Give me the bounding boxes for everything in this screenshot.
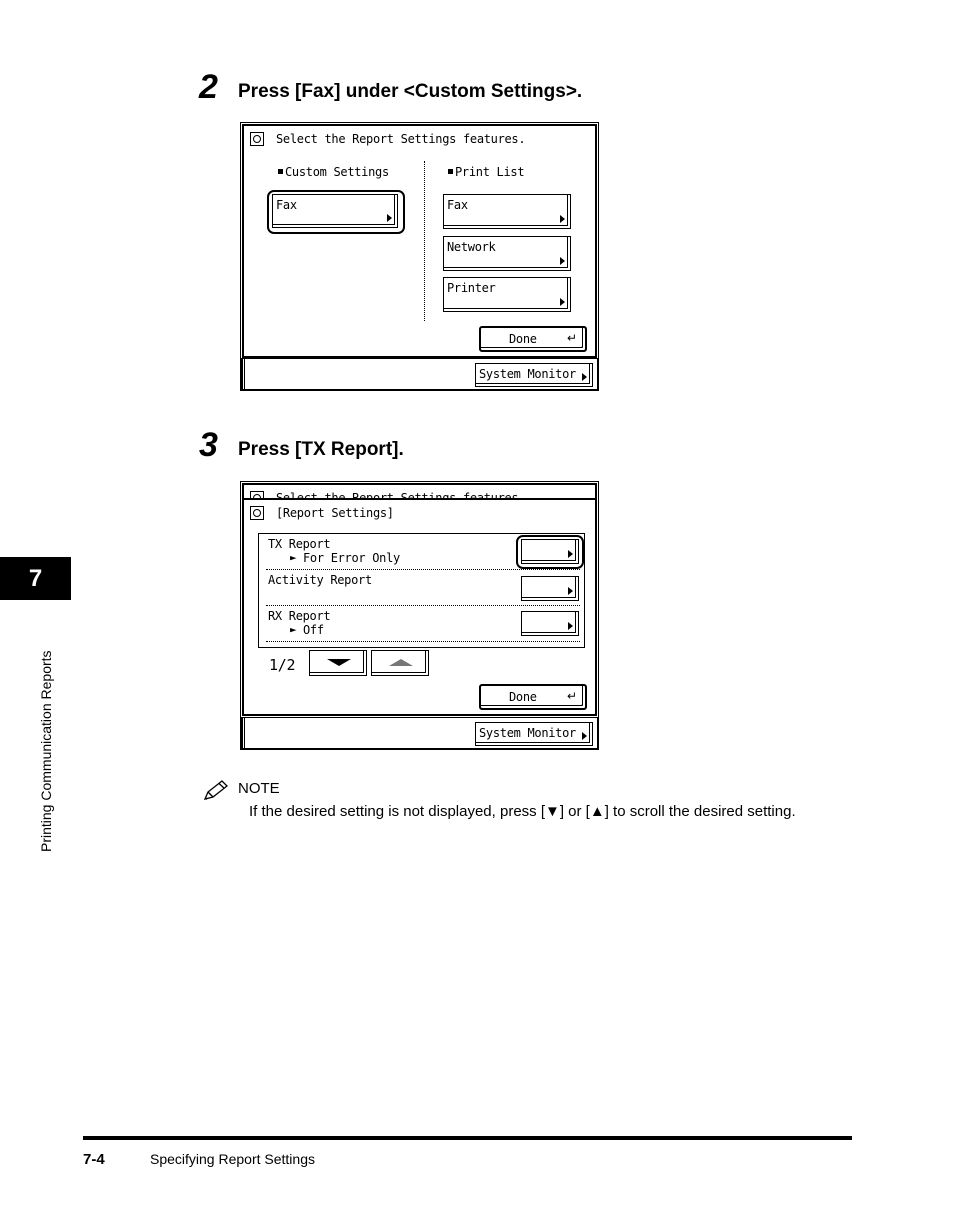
arrow-right-icon: [568, 550, 573, 558]
arrow-right-icon: [560, 298, 565, 306]
system-monitor-button[interactable]: [475, 722, 593, 746]
footer-rule: [83, 1136, 852, 1140]
activity-report-label: Activity Report: [268, 573, 372, 587]
custom-settings-label: Custom Settings: [285, 165, 389, 179]
pencil-icon: [202, 779, 230, 803]
custom-fax-label: Fax: [276, 198, 297, 212]
play-icon: ►: [290, 623, 297, 636]
enter-icon: ↵: [566, 689, 577, 703]
square-bullet-icon: [278, 169, 283, 174]
print-list-network-label: Network: [447, 240, 496, 254]
globe-icon: [250, 132, 264, 146]
step-2-number: 2: [199, 68, 218, 106]
rx-report-value: Off: [303, 623, 324, 637]
chapter-tab: 7: [0, 557, 71, 600]
system-monitor-label: System Monitor: [479, 367, 576, 381]
page-indicator: 1/2: [269, 656, 296, 674]
arrow-right-icon: [387, 214, 392, 222]
step-2-text: Press [Fax] under <Custom Settings>.: [238, 81, 583, 102]
print-list-fax-button[interactable]: [443, 194, 571, 229]
screen-header: [Report Settings]: [276, 506, 394, 520]
page-number: 7-4: [83, 1151, 105, 1168]
status-bar-edge: [242, 718, 245, 748]
status-bar: [241, 358, 598, 390]
tx-report-button[interactable]: [521, 539, 579, 564]
custom-fax-button[interactable]: [272, 194, 398, 228]
tx-report-label: TX Report: [268, 537, 331, 551]
scroll-down-button[interactable]: [309, 650, 367, 676]
row-separator: [266, 605, 580, 606]
done-label: Done: [509, 332, 537, 346]
section-title: Specifying Report Settings: [150, 1151, 315, 1167]
arrow-right-icon: [560, 215, 565, 223]
system-monitor-label: System Monitor: [479, 726, 576, 740]
print-list-network-button[interactable]: [443, 236, 571, 271]
screen-report-settings: [240, 122, 599, 391]
tx-report-value: For Error Only: [303, 551, 400, 565]
divider: [424, 161, 425, 321]
arrow-right-icon: [568, 622, 573, 630]
triangle-down-icon: [327, 659, 351, 666]
done-label: Done: [509, 690, 537, 704]
globe-icon: [250, 506, 264, 520]
note-text: If the desired setting is not displayed, press [▼] or [▲] to scroll the desired setting.: [249, 803, 796, 820]
print-list-printer-button[interactable]: [443, 277, 571, 312]
row-separator: [266, 641, 580, 642]
status-bar: [241, 717, 598, 749]
arrow-right-icon: [560, 257, 565, 265]
status-bar-edge: [242, 359, 245, 389]
triangle-up-icon: [389, 659, 413, 666]
step-3-number: 3: [199, 426, 218, 464]
print-list-label: Print List: [455, 165, 525, 179]
arrow-right-icon: [568, 587, 573, 595]
chapter-side-title: Printing Communication Reports: [38, 650, 54, 852]
screen-report-settings-detail: [240, 481, 599, 750]
print-list-fax-label: Fax: [447, 198, 468, 212]
square-bullet-icon: [448, 169, 453, 174]
step-3-text: Press [TX Report].: [238, 439, 404, 460]
scroll-up-button[interactable]: [371, 650, 429, 676]
print-list-printer-label: Printer: [447, 281, 496, 295]
done-button[interactable]: [479, 684, 587, 710]
screen-header: Select the Report Settings features.: [276, 132, 526, 146]
enter-icon: ↵: [566, 331, 577, 345]
note-label: NOTE: [238, 780, 280, 797]
activity-report-button[interactable]: [521, 576, 579, 601]
arrow-right-icon: [582, 732, 587, 740]
screen-main-area: [242, 124, 597, 358]
screen-main-area: [242, 498, 597, 716]
rx-report-button[interactable]: [521, 611, 579, 636]
arrow-right-icon: [582, 373, 587, 381]
system-monitor-button[interactable]: [475, 363, 593, 387]
done-button[interactable]: [479, 326, 587, 352]
row-separator: [266, 569, 580, 570]
settings-list: [258, 533, 585, 648]
play-icon: ►: [290, 551, 297, 564]
rx-report-label: RX Report: [268, 609, 331, 623]
